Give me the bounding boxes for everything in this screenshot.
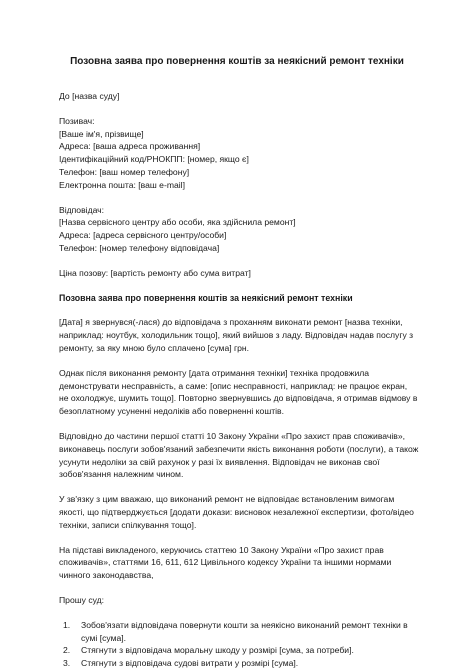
claim-price: Ціна позову: [вартість ремонту або сума витрат]	[59, 267, 251, 278]
request-number: 2.	[63, 645, 71, 656]
request-item	[59, 619, 419, 645]
paragraph-3: Відповідно до частини першої статті 10 Закону України «Про захист прав споживачів», виконавець послуги зобов'язаний забезпечити якість виконання роботи (послуги), а також усунути недоліки за свій рахунок у разі їх виявлення. Відповідач не виконав свої зобов'язання належним чином.	[59, 430, 419, 480]
paragraph-1: [Дата] я звернувся(-лася) до відповідача з проханням виконати ремонт [назва техніки, наприклад: ноутбук, холодильник тощо], який вийшов з ладу. Відповідач надав послугу з ремонту, за яку мною було сплачено [сума] грн.	[59, 317, 414, 353]
request-text: Стягнути з відповідача судові витрати у розмірі [сума].	[81, 658, 299, 669]
defendant-name: [Назва сервісного центру або особи, яка здійснила ремонт]	[59, 217, 296, 228]
defendant-block	[59, 204, 419, 255]
document-body	[59, 90, 419, 670]
request-text: Стягнути з відповідача моральну шкоду у розмірі [сума, за потреби].	[81, 645, 354, 656]
request-text: Зобов'язати відповідача повернути кошти за неякісно виконаний ремонт техніки в сумі [сума].	[81, 619, 408, 643]
section-title: Позовна заява про повернення коштів за неякісний ремонт техніки	[59, 292, 353, 303]
plaintiff-block	[59, 115, 419, 192]
plaintiff-id-code: Ідентифікаційний код/РНОКПП: [номер, якщо є]	[59, 154, 249, 165]
request-number: 1.	[63, 619, 71, 630]
paragraph-4: У зв'язку з цим вважаю, що виконаний ремонт не відповідає встановленим вимогам якості, що підтверджується [додати докази: висновок незалежної експертизи, фото/відео техніки, записи спілкування тощо].	[59, 494, 414, 530]
request-number: 3.	[63, 658, 71, 669]
request-item	[59, 644, 419, 657]
paragraph-5: На підставі викладеного, керуючись статтею 10 Закону України «Про захист прав споживачів», статтями 16, 611, 612 Цивільного кодексу України та іншими нормами чинного законодавства,	[59, 544, 392, 581]
plaintiff-address: Адреса: [ваша адреса проживання]	[59, 141, 201, 152]
plaintiff-phone: Телефон: [ваш номер телефону]	[59, 166, 190, 177]
request-list	[59, 619, 419, 670]
plaintiff-heading: Позивач:	[59, 115, 95, 126]
request-item	[59, 657, 419, 670]
paragraph-2: Однак після виконання ремонту [дата отримання техніки] техніка продовжила демонструвати несправність, а саме: [опис несправності, наприклад: не працює екран, не охолоджує, шумить тощо]. Повторно звернувшись до відповідача, я отримав відмову в безоплатному усуненні недоліків або поверненні коштів.	[59, 367, 418, 417]
court-line: До [назва суду]	[59, 91, 120, 101]
defendant-address: Адреса: [адреса сервісного центру/особи]	[59, 230, 227, 241]
defendant-phone: Телефон: [номер телефону відповідача]	[59, 242, 220, 253]
document-title: Позовна заява про повернення коштів за неякісний ремонт техніки	[70, 56, 404, 67]
plaintiff-email: Електронна пошта: [ваш e-mail]	[59, 179, 185, 190]
defendant-heading: Відповідач:	[59, 204, 105, 215]
plaintiff-name: [Ваше ім'я, прізвище]	[59, 128, 144, 139]
request-heading: Прошу суд:	[59, 594, 105, 605]
